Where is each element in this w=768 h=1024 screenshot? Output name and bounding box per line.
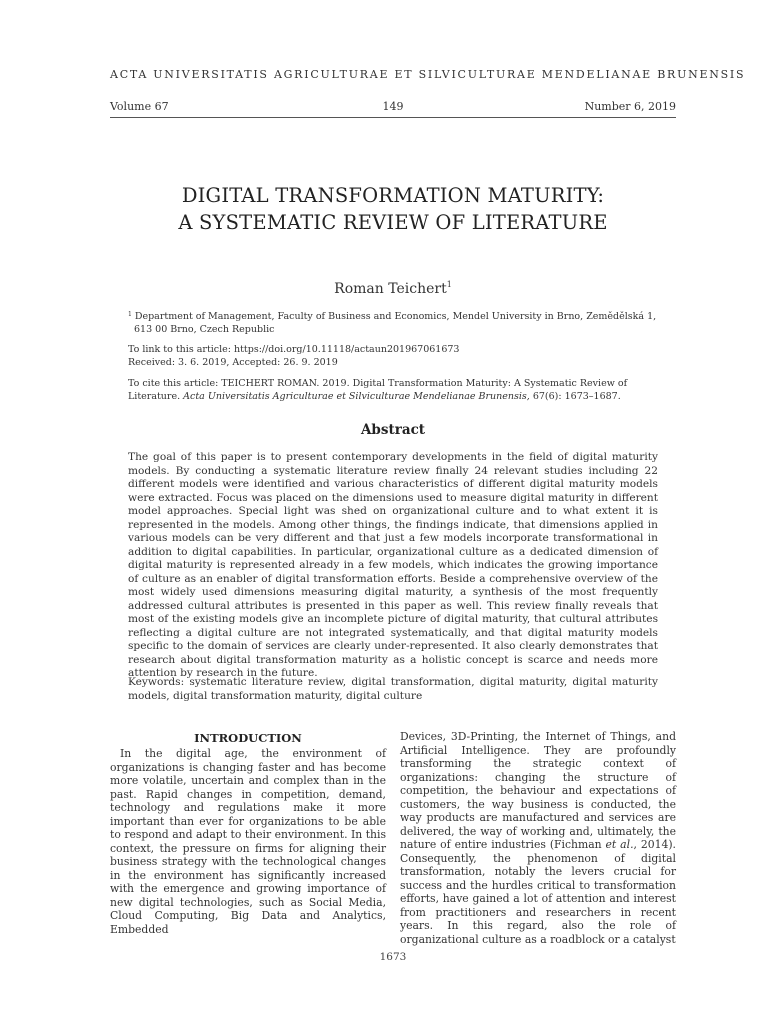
article-title [110, 182, 676, 236]
issue-number: Number 6, 2019 [584, 100, 676, 113]
affiliation-superscript: 1 [128, 311, 132, 318]
right-column [400, 730, 676, 946]
doi-link-line[interactable]: To link to this article: https://doi.org/10.11118/actaun201967061673 [128, 344, 460, 355]
abstract-heading: Abstract [360, 422, 426, 438]
right-column-text-1: Devices, 3D-Printing, the Internet of Things, and Artificial Intelligence. They are profoundly transforming the strategic context of organizations: changing the structure of competition, the behaviour and expectations of customers, the way business is conducted, the way products are manufactured and services are delivered, the way of working and, ultimately, the nature of entire industries (Fichman [400, 730, 676, 851]
introduction-heading: INTRODUCTION [194, 731, 302, 745]
volume-label: Volume 67 [110, 100, 169, 113]
et-al: et al. [605, 838, 634, 851]
affiliation-text: Department of Management, Faculty of Business and Economics, Mendel University in Brno, Zemědělská 1, 613 00 Brno, Czech Republic [134, 311, 657, 335]
right-column-text-2: , 2014). Consequently, the phenomenon of digital transformation, notably the levers crucial for success and the hurdles critical to transformation efforts, have gained a lot of attention and interest from practitioners and researchers in recent years. In this regard, also the role of organizational culture as a roadblock or a catalyst [400, 838, 676, 946]
introduction-paragraph: In the digital age, the environment of organizations is changing faster and has become more volatile, uncertain and complex than in the past. Rapid changes in competition, demand, technology and regulations make it more important than ever for organizations to be able to respond and adapt to their environment. In this context, the pressure on firms for aligning their business strategy with the technological changes in the environment has significantly increased with the emergence and growing importance of new digital technologies, such as Social Media, Cloud Computing, Big Data and Analytics, Embedded [110, 747, 386, 936]
journal-name: ACTA UNIVERSITATIS AGRICULTURAE ET SILVICULTURAE MENDELIANAE BRUNENSIS [110, 68, 746, 81]
author-line [110, 280, 676, 297]
issue-line [110, 100, 676, 118]
keywords: Keywords: systematic literature review, digital transformation, digital maturity, digital maturity models, digital transformation maturity, digital culture [128, 676, 658, 702]
issue-page-number: 149 [382, 100, 404, 113]
title-line-1: DIGITAL TRANSFORMATION MATURITY: [181, 184, 605, 207]
citation-text: To cite this article: TEICHERT ROMAN. 2019. Digital Transformation Maturity: A Systematic Review of Literature. [128, 378, 628, 402]
author-superscript: 1 [446, 280, 452, 289]
left-column [110, 730, 386, 936]
author-name: Roman Teichert [334, 281, 447, 297]
citation-journal: Acta Universitatis Agriculturae et Silviculturae Mendelianae Brunensis, [183, 390, 530, 402]
citation-details: 67(6): 1673–1687. [529, 390, 621, 402]
page-number: 1673 [379, 951, 407, 963]
right-column-paragraph [400, 730, 676, 946]
abstract-text: The goal of this paper is to present contemporary developments in the field of digital maturity models. By conducting a systematic literature review finally 24 relevant studies including 22 different models were identified and various characteristics of different digital maturity models were extracted. Focus was placed on the dimensions used to measure digital maturity in different model approaches. Special light was shed on organizational culture and to what extent it is represented in the models. Among other things, the findings indicate, that dimensions applied in various models can be very different and that just a few models incorporate transformational in addition to digital capabilities. In particular, organizational culture as a dedicated dimension of digital maturity is represented already in a few models, which indicates the growing importance of culture as an enabler of digital transformation efforts. Beside a comprehensive overview of the most widely used dimensions measuring digital maturity, a synthesis of the most frequently addressed cultural attributes is presented in this paper as well. This review finally reveals that most of the existing models give an incomplete picture of digital maturity, that cultural attributes reflecting a digital culture are not integrated systematically, and that digital maturity models specific to the domain of services are clearly under-represented. It also clearly demonstrates that research about digital transformation maturity as a holistic concept is scarce and needs more attention by research in the future. [128, 451, 658, 679]
received-accepted-line: Received: 3. 6. 2019, Accepted: 26. 9. 2019 [128, 356, 338, 368]
title-line-2: A SYSTEMATIC REVIEW OF LITERATURE [178, 211, 608, 234]
affiliation [128, 309, 664, 336]
citation [128, 378, 658, 403]
article-links [128, 344, 658, 369]
